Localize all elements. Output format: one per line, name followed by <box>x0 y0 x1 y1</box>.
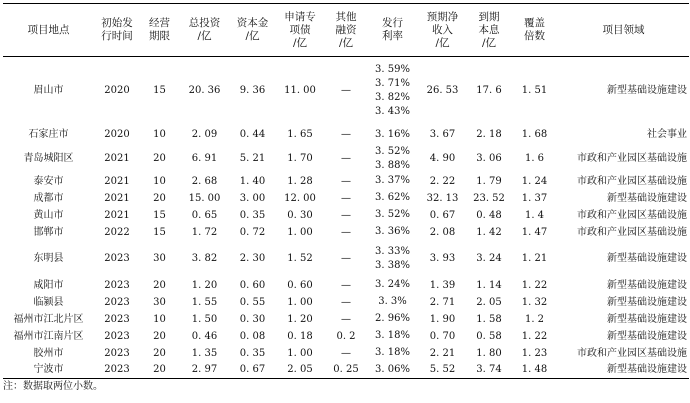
cell-special-bond: 0. 18 <box>287 330 313 342</box>
issue-rate-value: 2. 96% <box>375 313 410 324</box>
cell-coverage: 1. 32 <box>521 296 548 308</box>
cell-issue-year: 2021 <box>104 192 130 204</box>
table-row <box>3 125 689 145</box>
cell-other-financing: — <box>341 313 351 325</box>
cell-project-domain: 新型基础设施建设 <box>558 362 689 379</box>
cell-term: 20 <box>153 192 166 204</box>
cell-location: 临颍县 <box>33 296 64 308</box>
issue-rate-value: 3. 88% <box>375 159 410 171</box>
cell-coverage: 1. 51 <box>521 85 548 97</box>
header-issue-year: 初始发 行时间 <box>94 4 140 57</box>
cell-principal-interest: 1. 58 <box>476 313 502 325</box>
cell-coverage: 1. 22 <box>521 330 548 342</box>
cell-total-investment: 0. 65 <box>191 209 218 221</box>
cell-location: 眉山市 <box>33 85 64 97</box>
cell-capital: 0. 35 <box>239 347 266 359</box>
cell-principal-interest: 0. 58 <box>476 330 502 342</box>
cell-capital: 9. 36 <box>239 85 266 97</box>
cell-issue-year: 2022 <box>104 226 130 238</box>
cell-principal-interest: 2. 18 <box>476 129 502 140</box>
cell-coverage: 1. 21 <box>521 253 548 264</box>
header-term: 经营 期限 <box>140 4 179 57</box>
cell-special-bond: 0. 30 <box>287 209 313 221</box>
cell-other-financing: — <box>341 279 351 291</box>
cell-project-domain: 市政和产业园区基础设施 <box>577 175 687 187</box>
cell-principal-interest: 0. 48 <box>476 209 502 221</box>
issue-rate-value: 3. 52% <box>375 145 410 157</box>
issue-rate-value: 3. 71% <box>375 77 410 89</box>
cell-net-income: 2. 22 <box>429 175 456 187</box>
cell-term: 20 <box>153 347 166 359</box>
cell-term: 30 <box>153 296 166 308</box>
table-row <box>3 294 689 311</box>
cell-net-income: 5. 52 <box>418 362 467 379</box>
cell-location: 黄山市 <box>33 209 64 221</box>
table-row <box>3 190 689 207</box>
cell-issue-rate <box>367 241 418 277</box>
cell-issue-year: 2021 <box>104 209 130 221</box>
cell-other-financing: 0. 25 <box>325 362 367 379</box>
cell-net-income: 2. 71 <box>429 296 456 308</box>
cell-total-investment: 15. 00 <box>188 192 221 204</box>
cell-other-financing: — <box>341 192 351 204</box>
cell-project-domain: 新型基础设施建设 <box>607 253 687 264</box>
cell-issue-year: 2023 <box>104 330 130 342</box>
cell-special-bond: 1. 28 <box>287 175 313 187</box>
header-coverage: 覆盖 倍数 <box>511 4 558 57</box>
cell-net-income: 2. 08 <box>429 226 456 238</box>
cell-location: 石家庄市 <box>28 129 69 140</box>
cell-coverage: 1. 6 <box>524 153 545 164</box>
cell-location: 东明县 <box>33 253 64 264</box>
issue-rate-value: 3. 16% <box>375 128 410 140</box>
cell-term: 15 <box>153 226 166 238</box>
issue-rate-value: 3. 33% <box>375 245 410 257</box>
header-capital: 资本金 /亿 <box>230 4 275 57</box>
issue-rate-value: 3. 06% <box>375 363 410 375</box>
cell-location: 福州市江北片区 <box>13 313 84 325</box>
cell-special-bond: 1. 52 <box>287 253 313 264</box>
cell-capital: 0. 67 <box>230 362 275 379</box>
cell-issue-rate <box>367 277 418 294</box>
cell-special-bond: 2. 05 <box>275 362 325 379</box>
table-row <box>3 241 689 277</box>
cell-term: 10 <box>153 313 166 325</box>
cell-net-income: 1. 90 <box>429 313 456 325</box>
cell-principal-interest: 3. 06 <box>476 153 502 164</box>
cell-net-income: 4. 90 <box>429 153 456 164</box>
cell-total-investment: 0. 46 <box>191 330 218 342</box>
cell-project-domain: 新型基础设施建设 <box>607 296 687 308</box>
bond-projects-table <box>3 3 689 379</box>
cell-coverage: 1. 37 <box>521 192 548 204</box>
cell-project-domain: 新型基础设施建设 <box>607 313 687 325</box>
cell-principal-interest: 1. 80 <box>476 347 502 359</box>
cell-coverage: 1. 22 <box>521 279 548 291</box>
cell-issue-year: 2023 <box>104 279 130 291</box>
table-row <box>3 207 689 224</box>
table-body <box>3 57 689 379</box>
table-row <box>3 311 689 328</box>
cell-issue-rate <box>367 207 418 224</box>
issue-rate-value: 3. 43% <box>375 105 410 117</box>
table-row <box>3 277 689 294</box>
cell-issue-rate <box>367 311 418 328</box>
table-row <box>3 328 689 345</box>
table-row <box>3 345 689 362</box>
issue-rate-value: 3. 18% <box>375 330 410 341</box>
header-principal-interest: 到期 本息 /亿 <box>467 4 511 57</box>
cell-total-investment: 2. 68 <box>191 175 218 187</box>
issue-rate-value: 3. 24% <box>375 279 410 290</box>
table-header-row <box>3 4 689 57</box>
cell-net-income: 3. 93 <box>429 253 456 264</box>
cell-net-income: 3. 67 <box>429 129 456 140</box>
cell-issue-year: 2023 <box>94 362 140 379</box>
cell-issue-year: 2021 <box>104 153 130 164</box>
cell-capital: 5. 21 <box>239 153 266 164</box>
cell-term: 20 <box>153 279 166 291</box>
cell-location: 邯郸市 <box>33 226 64 238</box>
cell-special-bond: 1. 70 <box>287 153 313 164</box>
cell-other-financing: — <box>341 129 351 140</box>
cell-other-financing: — <box>341 253 351 264</box>
cell-project-domain: 市政和产业园区基础设施 <box>577 226 687 238</box>
cell-issue-year: 2023 <box>104 296 130 308</box>
cell-other-financing: — <box>341 175 351 187</box>
cell-issue-rate <box>367 190 418 207</box>
cell-term: 30 <box>153 253 166 264</box>
cell-issue-rate <box>367 173 418 190</box>
cell-project-domain: 新型基础设施建设 <box>607 192 687 204</box>
cell-principal-interest: 1. 42 <box>476 226 502 238</box>
cell-total-investment: 1. 55 <box>191 296 218 308</box>
cell-capital: 0. 60 <box>239 279 266 291</box>
cell-location: 泰安市 <box>33 175 64 187</box>
cell-project-domain: 市政和产业园区基础设施 <box>577 153 687 164</box>
cell-coverage: 1. 47 <box>521 226 548 238</box>
cell-term: 20 <box>140 362 179 379</box>
cell-special-bond: 12. 00 <box>284 192 316 204</box>
table-row <box>3 224 689 241</box>
cell-capital: 1. 40 <box>239 175 266 187</box>
cell-other-financing: — <box>341 347 351 359</box>
cell-capital: 3. 00 <box>239 192 266 204</box>
table-row <box>3 57 689 125</box>
cell-location: 青岛城阳区 <box>23 153 74 164</box>
cell-issue-rate <box>367 294 418 311</box>
cell-total-investment: 20. 36 <box>188 85 221 97</box>
issue-rate-value: 3. 52% <box>375 209 410 220</box>
issue-rate-value: 3. 82% <box>375 91 410 103</box>
cell-total-investment: 1. 72 <box>191 226 218 238</box>
header-net-income: 预期净 收入 /亿 <box>418 4 467 57</box>
cell-other-financing: — <box>341 85 351 97</box>
header-location: 项目地点 <box>3 4 94 57</box>
cell-total-investment: 2. 09 <box>191 129 218 140</box>
cell-other-financing: 0. 2 <box>336 330 356 342</box>
table-row <box>3 173 689 190</box>
cell-issue-year: 2023 <box>104 347 130 359</box>
cell-capital: 0. 35 <box>239 209 266 221</box>
cell-location: 宁波市 <box>3 362 94 379</box>
cell-total-investment: 1. 35 <box>191 347 218 359</box>
bond-projects-table-container <box>3 3 689 393</box>
cell-issue-rate <box>367 145 418 173</box>
cell-issue-rate <box>367 57 418 125</box>
cell-issue-year: 2021 <box>104 175 130 187</box>
table-footnote: 注：数据取两位小数。 <box>3 381 103 392</box>
cell-issue-rate <box>367 125 418 145</box>
table-row <box>3 145 689 173</box>
cell-project-domain: 新型基础设施建设 <box>607 330 687 342</box>
cell-term: 15 <box>153 209 166 221</box>
cell-location: 福州市江南片区 <box>13 330 84 342</box>
cell-other-financing: — <box>341 209 351 221</box>
cell-total-investment: 1. 20 <box>191 279 218 291</box>
cell-special-bond: 0. 60 <box>287 279 313 291</box>
cell-total-investment: 3. 82 <box>191 253 218 264</box>
cell-special-bond: 1. 00 <box>287 296 313 308</box>
issue-rate-value: 3. 59% <box>375 63 410 75</box>
header-special-bond: 申请专 项债 /亿 <box>275 4 325 57</box>
cell-term: 20 <box>153 153 166 164</box>
cell-issue-year: 2023 <box>104 313 130 325</box>
cell-project-domain: 新型基础设施建设 <box>607 279 687 291</box>
cell-issue-rate <box>367 362 418 379</box>
issue-rate-value: 3. 38% <box>375 259 410 271</box>
header-total-investment: 总投资 /亿 <box>179 4 230 57</box>
cell-issue-rate <box>367 328 418 345</box>
cell-coverage: 1. 2 <box>524 313 545 325</box>
issue-rate-value: 3. 37% <box>375 175 410 186</box>
cell-capital: 0. 08 <box>239 330 266 342</box>
cell-coverage: 1. 23 <box>521 347 548 359</box>
issue-rate-value: 3. 18% <box>375 347 410 358</box>
cell-principal-interest: 3. 74 <box>467 362 511 379</box>
cell-principal-interest: 17. 6 <box>476 85 502 97</box>
cell-net-income: 0. 67 <box>429 209 456 221</box>
cell-special-bond: 1. 00 <box>287 347 313 359</box>
cell-location: 成都市 <box>33 192 64 204</box>
header-other-financing: 其他 融资 /亿 <box>325 4 367 57</box>
cell-project-domain: 社会事业 <box>647 129 687 140</box>
cell-principal-interest: 23. 52 <box>473 192 505 204</box>
cell-net-income: 32. 13 <box>426 192 459 204</box>
cell-capital: 0. 72 <box>239 226 266 238</box>
cell-special-bond: 1. 65 <box>287 129 313 140</box>
cell-issue-year: 2023 <box>104 253 130 264</box>
cell-special-bond: 1. 20 <box>287 313 313 325</box>
cell-coverage: 1. 68 <box>521 129 548 140</box>
cell-coverage: 1. 24 <box>521 175 548 187</box>
cell-principal-interest: 1. 79 <box>476 175 502 187</box>
cell-issue-rate <box>367 345 418 362</box>
cell-project-domain: 市政和产业园区基础设施 <box>577 209 687 221</box>
cell-other-financing: — <box>341 226 351 238</box>
cell-special-bond: 11. 00 <box>284 85 316 97</box>
cell-total-investment: 1. 50 <box>191 313 218 325</box>
cell-term: 20 <box>153 330 166 342</box>
cell-capital: 0. 30 <box>239 313 266 325</box>
cell-net-income: 1. 39 <box>429 279 456 291</box>
cell-principal-interest: 1. 14 <box>476 279 502 291</box>
cell-location: 胶州市 <box>33 347 64 359</box>
issue-rate-value: 3. 62% <box>375 192 410 203</box>
cell-coverage: 1. 48 <box>511 362 558 379</box>
cell-issue-year: 2020 <box>104 85 130 97</box>
cell-term: 10 <box>153 129 166 140</box>
cell-net-income: 26. 53 <box>426 85 459 97</box>
cell-capital: 0. 55 <box>239 296 266 308</box>
cell-total-investment: 6. 91 <box>191 153 218 164</box>
cell-total-investment: 2. 97 <box>179 362 230 379</box>
cell-other-financing: — <box>341 296 351 308</box>
cell-capital: 0. 44 <box>239 129 266 140</box>
cell-term: 10 <box>153 175 166 187</box>
header-project-domain: 项目领域 <box>558 4 689 57</box>
cell-principal-interest: 2. 05 <box>476 296 502 308</box>
cell-project-domain: 市政和产业园区基础设施 <box>577 347 687 359</box>
cell-project-domain: 新型基础设施建设 <box>607 85 687 97</box>
cell-capital: 2. 30 <box>239 253 266 264</box>
issue-rate-value: 3. 36% <box>375 226 410 237</box>
cell-net-income: 2. 21 <box>429 347 456 359</box>
cell-other-financing: — <box>341 153 351 164</box>
cell-principal-interest: 3. 24 <box>476 253 502 264</box>
cell-net-income: 0. 70 <box>429 330 456 342</box>
cell-special-bond: 1. 00 <box>287 226 313 238</box>
issue-rate-value: 3. 3% <box>378 296 407 307</box>
cell-term: 15 <box>153 85 166 97</box>
cell-coverage: 1. 4 <box>524 209 545 221</box>
cell-location: 咸阳市 <box>33 279 64 291</box>
cell-issue-year: 2020 <box>104 129 130 140</box>
cell-issue-rate <box>367 224 418 241</box>
table-row <box>3 362 689 379</box>
header-issue-rate: 发行 利率 <box>367 4 418 57</box>
